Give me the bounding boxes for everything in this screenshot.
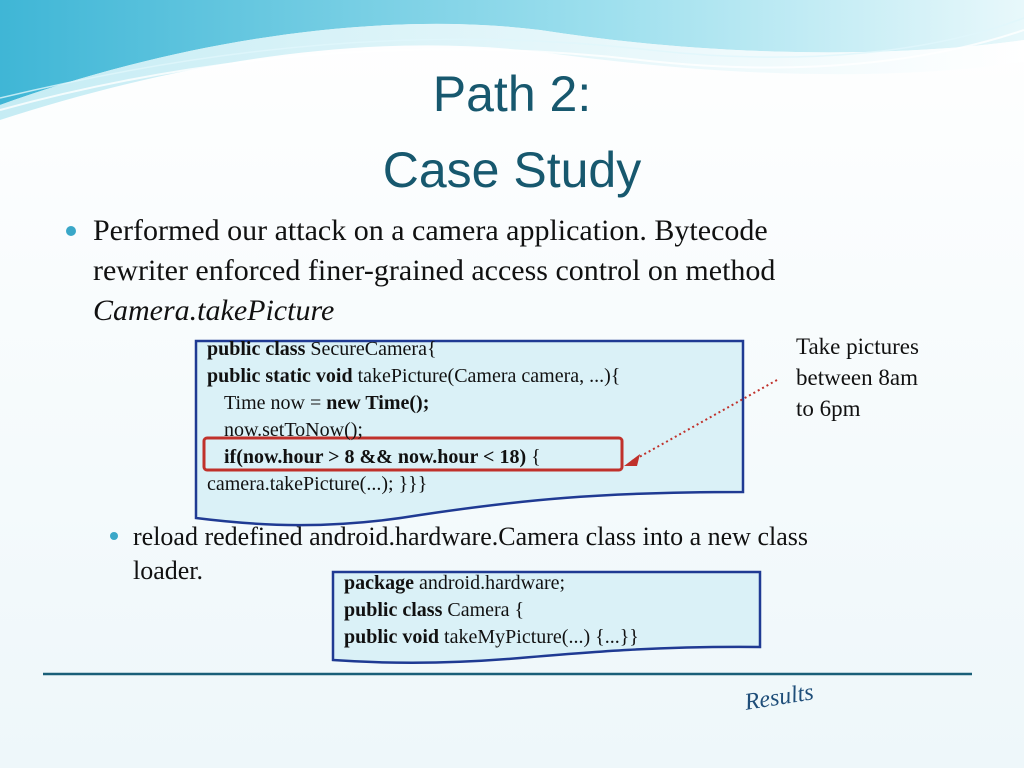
code-keyword: public class <box>344 599 443 621</box>
callout-line1: Take pictures <box>796 334 919 359</box>
bullet-1-text <box>93 211 993 331</box>
code2-line-1 <box>344 570 565 597</box>
code2-line-3 <box>344 624 639 651</box>
slide-title-line2: Case Study <box>382 142 642 198</box>
code-line-2 <box>207 363 620 390</box>
bullet-2-line2: loader. <box>133 556 204 585</box>
code-text: SecureCamera{ <box>305 338 437 360</box>
code-text: now.setToNow(); <box>224 419 363 441</box>
callout-note <box>796 331 996 424</box>
bullet-2-line1: reload redefined android.hardware.Camera class into a new class <box>133 522 808 551</box>
code-keyword: package <box>344 572 414 594</box>
results-link[interactable]: Results <box>742 679 816 716</box>
bullet-1-line3: Camera.takePicture <box>93 294 335 327</box>
code-keyword: if(now.hour > 8 && now.hour < 18) <box>224 446 527 468</box>
callout-line3: to 6pm <box>796 396 861 421</box>
code-text: Time now = <box>224 392 327 414</box>
code-text: android.hardware; <box>414 572 566 594</box>
bullet-1-line1: Performed our attack on a camera application. Bytecode <box>93 214 768 247</box>
code-keyword: public class <box>207 338 306 360</box>
callout-line2: between 8am <box>796 365 918 390</box>
code-keyword: public static void <box>207 365 353 387</box>
code-text: camera.takePicture(...); }}} <box>207 473 428 495</box>
code-line-6 <box>207 471 427 498</box>
code-line-5 <box>224 444 541 471</box>
bullet-1-line2: rewriter enforced finer-grained access control on method <box>93 254 776 287</box>
code2-line-2 <box>344 597 524 624</box>
code-text: takeMyPicture(...) {...}} <box>439 626 639 648</box>
bullet-icon <box>66 226 76 236</box>
code-line-4 <box>224 417 363 444</box>
code-keyword: new Time(); <box>326 392 430 414</box>
code-line-3 <box>224 390 429 417</box>
slide-title-line1: Path 2: <box>432 66 592 122</box>
code-text: { <box>526 446 541 468</box>
code-keyword: public void <box>344 626 440 648</box>
code-text: Camera { <box>442 599 525 621</box>
code-line-1 <box>207 336 437 363</box>
code-text: takePicture(Camera camera, ...){ <box>352 365 621 387</box>
sub-bullet-icon <box>110 532 118 540</box>
